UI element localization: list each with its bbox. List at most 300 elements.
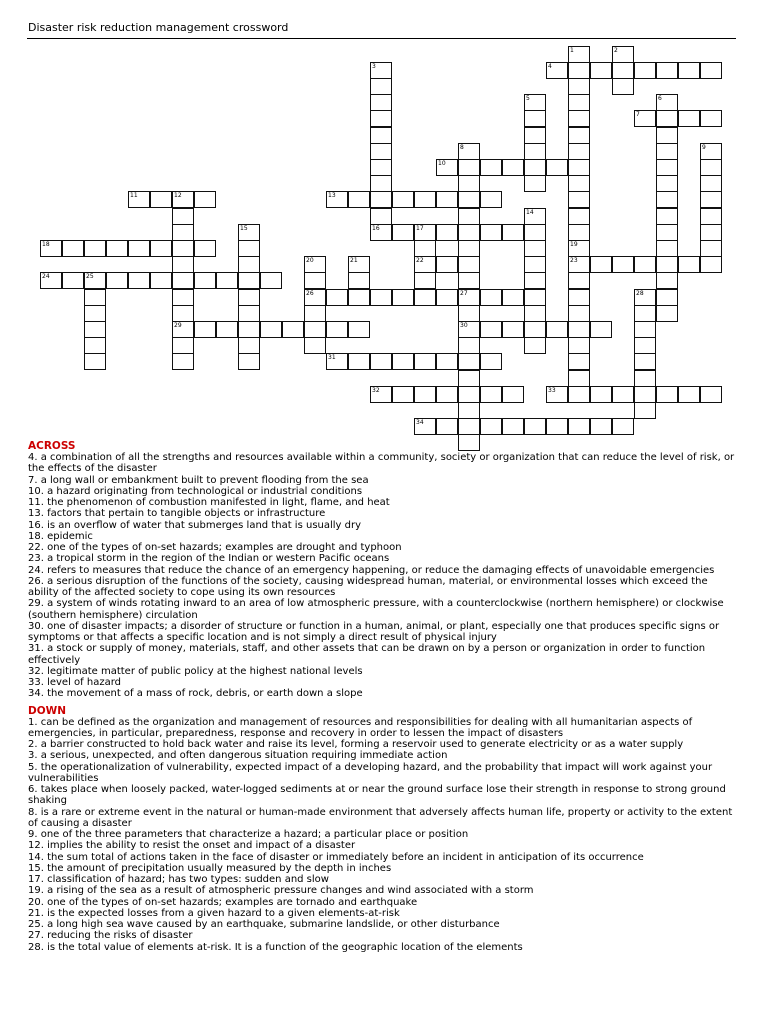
grid-cell[interactable] bbox=[568, 224, 590, 241]
clue-number: 24 bbox=[42, 273, 50, 280]
grid-cell[interactable] bbox=[436, 353, 458, 370]
grid-cell[interactable] bbox=[392, 353, 414, 370]
grid-cell[interactable] bbox=[634, 110, 656, 127]
grid-cell[interactable] bbox=[612, 78, 634, 95]
grid-cell[interactable] bbox=[568, 191, 590, 208]
grid-cell[interactable] bbox=[524, 418, 546, 435]
grid-cell[interactable] bbox=[304, 321, 326, 338]
grid-cell[interactable] bbox=[700, 240, 722, 257]
grid-cell[interactable] bbox=[194, 272, 216, 289]
down-clue: 28. is the total value of elements at-risk. It is a function of the geographic location of the elements bbox=[28, 941, 523, 953]
down-clue: 25. a long high sea wave caused by an earthquake, submarine landslide, or other disturbance bbox=[28, 919, 500, 930]
down-clue: 6. takes place when loosely packed, water-logged sediments at or near the ground surface lose their strength in response to strong ground shaking bbox=[28, 784, 726, 807]
grid-cell[interactable] bbox=[436, 191, 458, 208]
across-clue: 33. level of hazard bbox=[28, 677, 121, 688]
across-clues bbox=[28, 452, 740, 700]
grid-cell[interactable] bbox=[568, 175, 590, 192]
down-clue: 17. classification of hazard; has two types: sudden and slow bbox=[28, 874, 329, 885]
grid-cell[interactable] bbox=[414, 256, 436, 273]
across-clue: 23. a tropical storm in the region of the Indian or western Pacific oceans bbox=[28, 553, 390, 565]
down-clue: 27. reducing the risks of disaster bbox=[28, 930, 193, 942]
clue-number: 30 bbox=[460, 322, 468, 329]
grid-cell[interactable] bbox=[700, 386, 722, 403]
clue-number: 32 bbox=[372, 387, 380, 394]
grid-cell[interactable] bbox=[392, 386, 414, 403]
grid-cell[interactable] bbox=[480, 191, 502, 208]
grid-cell[interactable] bbox=[634, 353, 656, 370]
grid-cell[interactable] bbox=[84, 272, 106, 289]
grid-cell[interactable] bbox=[546, 386, 568, 403]
grid-cell[interactable] bbox=[656, 256, 678, 273]
grid-cell[interactable] bbox=[634, 386, 656, 403]
grid-cell[interactable] bbox=[678, 62, 700, 79]
clue-number: 2 bbox=[614, 47, 618, 54]
grid-cell[interactable] bbox=[128, 272, 150, 289]
grid-cell[interactable] bbox=[458, 305, 480, 322]
grid-cell[interactable] bbox=[480, 386, 502, 403]
grid-cell[interactable] bbox=[348, 321, 370, 338]
clue-number: 22 bbox=[416, 257, 424, 264]
grid-cell[interactable] bbox=[656, 386, 678, 403]
grid-cell[interactable] bbox=[458, 240, 480, 257]
clue-number: 7 bbox=[636, 111, 640, 118]
down-clue: 12. implies the ability to resist the onset and impact of a disaster bbox=[28, 840, 356, 852]
grid-cell[interactable] bbox=[84, 240, 106, 257]
grid-cell[interactable] bbox=[370, 191, 392, 208]
grid-cell[interactable] bbox=[480, 418, 502, 435]
grid-cell[interactable] bbox=[568, 78, 590, 95]
grid-cell[interactable] bbox=[634, 370, 656, 387]
grid-cell[interactable] bbox=[106, 272, 128, 289]
grid-cell[interactable] bbox=[238, 240, 260, 257]
grid-cell[interactable] bbox=[568, 337, 590, 354]
grid-cell[interactable] bbox=[656, 175, 678, 192]
down-clue: 2. a barrier constructed to hold back water and raise its level, forming a reservoir used to generate electricity or as a water supply bbox=[28, 739, 684, 750]
grid-cell[interactable] bbox=[524, 256, 546, 273]
grid-cell[interactable] bbox=[436, 159, 458, 176]
grid-cell[interactable] bbox=[370, 208, 392, 225]
grid-cell[interactable] bbox=[40, 240, 62, 257]
clue-number: 15 bbox=[240, 225, 248, 232]
grid-cell[interactable] bbox=[370, 224, 392, 241]
grid-cell[interactable] bbox=[304, 337, 326, 354]
grid-cell[interactable] bbox=[260, 272, 282, 289]
grid-cell[interactable] bbox=[568, 418, 590, 435]
grid-cell[interactable] bbox=[326, 321, 348, 338]
grid-cell[interactable] bbox=[414, 272, 436, 289]
grid-cell[interactable] bbox=[612, 386, 634, 403]
grid-cell[interactable] bbox=[238, 321, 260, 338]
crossword-grid bbox=[0, 0, 768, 440]
grid-cell[interactable] bbox=[150, 272, 172, 289]
grid-cell[interactable] bbox=[656, 94, 678, 111]
grid-cell[interactable] bbox=[172, 240, 194, 257]
grid-cell[interactable] bbox=[172, 305, 194, 322]
grid-cell[interactable] bbox=[216, 272, 238, 289]
grid-cell[interactable] bbox=[612, 256, 634, 273]
grid-cell[interactable] bbox=[458, 321, 480, 338]
grid-cell[interactable] bbox=[700, 191, 722, 208]
grid-cell[interactable] bbox=[304, 289, 326, 306]
clue-number: 9 bbox=[702, 144, 706, 151]
grid-cell[interactable] bbox=[524, 208, 546, 225]
grid-cell[interactable] bbox=[524, 272, 546, 289]
grid-cell[interactable] bbox=[458, 353, 480, 370]
grid-cell[interactable] bbox=[172, 224, 194, 241]
clue-number: 29 bbox=[174, 322, 182, 329]
grid-cell[interactable] bbox=[458, 418, 480, 435]
grid-cell[interactable] bbox=[172, 353, 194, 370]
clue-number: 34 bbox=[416, 419, 424, 426]
grid-cell[interactable] bbox=[568, 240, 590, 257]
grid-cell[interactable] bbox=[348, 272, 370, 289]
grid-cell[interactable] bbox=[436, 386, 458, 403]
grid-cell[interactable] bbox=[568, 62, 590, 79]
grid-cell[interactable] bbox=[304, 272, 326, 289]
grid-cell[interactable] bbox=[656, 110, 678, 127]
grid-cell[interactable] bbox=[238, 289, 260, 306]
grid-cell[interactable] bbox=[370, 175, 392, 192]
clue-number: 8 bbox=[460, 144, 464, 151]
grid-cell[interactable] bbox=[568, 289, 590, 306]
grid-cell[interactable] bbox=[502, 159, 524, 176]
across-clue: 10. a hazard originating from technological or industrial conditions bbox=[28, 485, 363, 497]
grid-cell[interactable] bbox=[656, 159, 678, 176]
grid-cell[interactable] bbox=[502, 224, 524, 241]
down-clue: 9. one of the three parameters that characterize a hazard; a particular place or position bbox=[28, 829, 469, 840]
grid-cell[interactable] bbox=[524, 110, 546, 127]
grid-cell[interactable] bbox=[304, 305, 326, 322]
clue-number: 25 bbox=[86, 273, 94, 280]
grid-cell[interactable] bbox=[524, 337, 546, 354]
across-clue: 34. the movement of a mass of rock, debris, or earth down a slope bbox=[28, 688, 363, 700]
grid-cell[interactable] bbox=[700, 159, 722, 176]
grid-cell[interactable] bbox=[502, 289, 524, 306]
grid-cell[interactable] bbox=[84, 305, 106, 322]
grid-cell[interactable] bbox=[414, 386, 436, 403]
grid-cell[interactable] bbox=[238, 353, 260, 370]
grid-cell[interactable] bbox=[634, 321, 656, 338]
grid-cell[interactable] bbox=[326, 353, 348, 370]
grid-cell[interactable] bbox=[238, 224, 260, 241]
grid-cell[interactable] bbox=[524, 240, 546, 257]
grid-cell[interactable] bbox=[436, 289, 458, 306]
grid-cell[interactable] bbox=[392, 289, 414, 306]
grid-cell[interactable] bbox=[634, 289, 656, 306]
grid-cell[interactable] bbox=[590, 321, 612, 338]
grid-cell[interactable] bbox=[150, 240, 172, 257]
grid-cell[interactable] bbox=[84, 289, 106, 306]
grid-cell[interactable] bbox=[700, 224, 722, 241]
grid-cell[interactable] bbox=[326, 191, 348, 208]
clue-number: 17 bbox=[416, 225, 424, 232]
grid-cell[interactable] bbox=[84, 321, 106, 338]
down-clue: 19. a rising of the sea as a result of atmospheric pressure changes and wind associated with a storm bbox=[28, 885, 534, 897]
clue-number: 31 bbox=[328, 354, 336, 361]
grid-cell[interactable] bbox=[458, 256, 480, 273]
grid-cell[interactable] bbox=[590, 256, 612, 273]
grid-cell[interactable] bbox=[700, 208, 722, 225]
grid-cell[interactable] bbox=[546, 418, 568, 435]
grid-cell[interactable] bbox=[612, 62, 634, 79]
clue-number: 11 bbox=[130, 192, 138, 199]
across-clue: 26. a serious disruption of the functions of the society, causing widespread human, material, or environmental losses which exceed the ability of the affected society to cope using its own resources bbox=[28, 575, 708, 598]
grid-cell[interactable] bbox=[458, 208, 480, 225]
grid-cell[interactable] bbox=[546, 321, 568, 338]
across-clue: 32. legitimate matter of public policy at the highest national levels bbox=[28, 665, 363, 677]
grid-cell[interactable] bbox=[238, 305, 260, 322]
across-heading: ACROSS bbox=[28, 440, 76, 452]
grid-cell[interactable] bbox=[260, 321, 282, 338]
down-clues bbox=[28, 717, 740, 953]
grid-cell[interactable] bbox=[238, 337, 260, 354]
grid-cell[interactable] bbox=[568, 110, 590, 127]
grid-cell[interactable] bbox=[700, 175, 722, 192]
across-clue: 18. epidemic bbox=[28, 530, 93, 542]
grid-cell[interactable] bbox=[414, 418, 436, 435]
clue-number: 3 bbox=[372, 63, 376, 70]
grid-cell[interactable] bbox=[458, 159, 480, 176]
grid-cell[interactable] bbox=[524, 159, 546, 176]
across-clue: 30. one of disaster impacts; a disorder of structure or function in a human, animal, or plant, especially one that produces specific signs or symptoms or that affects a specific location and is not simply a direct result of physical injury bbox=[28, 620, 720, 643]
grid-cell[interactable] bbox=[590, 418, 612, 435]
grid-cell[interactable] bbox=[128, 240, 150, 257]
clue-list bbox=[28, 440, 740, 953]
grid-cell[interactable] bbox=[568, 321, 590, 338]
grid-cell[interactable] bbox=[172, 272, 194, 289]
down-clue: 14. the sum total of actions taken in the face of disaster or immediately before an incident in anticipation of its occurrence bbox=[28, 851, 644, 863]
grid-cell[interactable] bbox=[524, 143, 546, 160]
down-clue: 5. the operationalization of vulnerability, expected impact of a developing hazard, and the probability that impact will work against your vulnerabilities bbox=[28, 761, 713, 784]
grid-cell[interactable] bbox=[370, 289, 392, 306]
grid-cell[interactable] bbox=[480, 289, 502, 306]
grid-cell[interactable] bbox=[458, 289, 480, 306]
grid-cell[interactable] bbox=[524, 321, 546, 338]
clue-number: 27 bbox=[460, 290, 468, 297]
grid-cell[interactable] bbox=[414, 289, 436, 306]
grid-cell[interactable] bbox=[458, 272, 480, 289]
grid-cell[interactable] bbox=[194, 191, 216, 208]
grid-cell[interactable] bbox=[678, 386, 700, 403]
clue-number: 23 bbox=[570, 257, 578, 264]
grid-cell[interactable] bbox=[568, 159, 590, 176]
grid-cell[interactable] bbox=[436, 224, 458, 241]
grid-cell[interactable] bbox=[480, 321, 502, 338]
page-title: Disaster risk reduction management crossword bbox=[28, 21, 289, 34]
grid-cell[interactable] bbox=[414, 353, 436, 370]
grid-cell[interactable] bbox=[458, 175, 480, 192]
grid-cell[interactable] bbox=[370, 62, 392, 79]
grid-cell[interactable] bbox=[458, 386, 480, 403]
grid-cell[interactable] bbox=[634, 256, 656, 273]
clue-number: 1 bbox=[570, 47, 574, 54]
grid-cell[interactable] bbox=[348, 256, 370, 273]
grid-cell[interactable] bbox=[656, 143, 678, 160]
down-clue: 3. a serious, unexpected, and often dangerous situation requiring immediate action bbox=[28, 750, 448, 762]
grid-cell[interactable] bbox=[612, 418, 634, 435]
clue-number: 28 bbox=[636, 290, 644, 297]
grid-cell[interactable] bbox=[304, 256, 326, 273]
grid-cell[interactable] bbox=[634, 305, 656, 322]
grid-cell[interactable] bbox=[216, 321, 238, 338]
grid-cell[interactable] bbox=[84, 353, 106, 370]
grid-cell[interactable] bbox=[656, 305, 678, 322]
grid-cell[interactable] bbox=[392, 191, 414, 208]
grid-cell[interactable] bbox=[282, 321, 304, 338]
grid-cell[interactable] bbox=[656, 208, 678, 225]
clue-number: 20 bbox=[306, 257, 314, 264]
grid-cell[interactable] bbox=[436, 418, 458, 435]
grid-cell[interactable] bbox=[524, 127, 546, 144]
clue-number: 12 bbox=[174, 192, 182, 199]
across-clue: 29. a system of winds rotating inward to an area of low atmospheric pressure, with a counterclockwise (northern hemisphere) or clockwise (southern hemisphere) circulation bbox=[28, 598, 724, 621]
grid-cell[interactable] bbox=[458, 402, 480, 419]
grid-cell[interactable] bbox=[348, 353, 370, 370]
clue-number: 21 bbox=[350, 257, 358, 264]
grid-cell[interactable] bbox=[194, 240, 216, 257]
grid-cell[interactable] bbox=[568, 256, 590, 273]
grid-cell[interactable] bbox=[656, 224, 678, 241]
grid-cell[interactable] bbox=[634, 402, 656, 419]
grid-cell[interactable] bbox=[590, 386, 612, 403]
clue-number: 18 bbox=[42, 241, 50, 248]
grid-cell[interactable] bbox=[568, 94, 590, 111]
grid-cell[interactable] bbox=[238, 256, 260, 273]
grid-cell[interactable] bbox=[524, 289, 546, 306]
clue-number: 4 bbox=[548, 63, 552, 70]
grid-cell[interactable] bbox=[568, 370, 590, 387]
grid-cell[interactable] bbox=[568, 143, 590, 160]
grid-cell[interactable] bbox=[40, 272, 62, 289]
grid-cell[interactable] bbox=[546, 62, 568, 79]
grid-cell[interactable] bbox=[172, 289, 194, 306]
grid-cell[interactable] bbox=[172, 256, 194, 273]
grid-cell[interactable] bbox=[656, 289, 678, 306]
clue-number: 14 bbox=[526, 209, 534, 216]
grid-cell[interactable] bbox=[480, 224, 502, 241]
grid-cell[interactable] bbox=[524, 305, 546, 322]
grid-cell[interactable] bbox=[634, 337, 656, 354]
grid-cell[interactable] bbox=[348, 289, 370, 306]
grid-cell[interactable] bbox=[700, 110, 722, 127]
down-clue: 1. can be defined as the organization and management of resources and responsibilities for dealing with all humanitarian aspects of emergencies, in particular, preparedness, response and recovery in order to lessen the impact of disasters bbox=[28, 716, 693, 739]
grid-cell[interactable] bbox=[172, 321, 194, 338]
grid-cell[interactable] bbox=[656, 127, 678, 144]
grid-cell[interactable] bbox=[634, 62, 656, 79]
clue-number: 5 bbox=[526, 95, 530, 102]
grid-cell[interactable] bbox=[656, 240, 678, 257]
clue-number: 33 bbox=[548, 387, 556, 394]
grid-cell[interactable] bbox=[348, 191, 370, 208]
down-clue: 20. one of the types of on-set hazards; examples are tornado and earthquake bbox=[28, 896, 418, 908]
grid-cell[interactable] bbox=[62, 272, 84, 289]
grid-cell[interactable] bbox=[458, 337, 480, 354]
across-clue: 31. a stock or supply of money, materials, staff, and other assets that can be drawn on by a person or organization in order to function effectively bbox=[28, 643, 706, 666]
grid-cell[interactable] bbox=[568, 272, 590, 289]
grid-cell[interactable] bbox=[172, 337, 194, 354]
grid-cell[interactable] bbox=[370, 94, 392, 111]
grid-cell[interactable] bbox=[326, 289, 348, 306]
grid-cell[interactable] bbox=[370, 386, 392, 403]
clue-number: 19 bbox=[570, 241, 578, 248]
grid-cell[interactable] bbox=[194, 321, 216, 338]
grid-cell[interactable] bbox=[568, 46, 590, 63]
grid-cell[interactable] bbox=[700, 256, 722, 273]
down-clue: 15. the amount of precipitation usually measured by the depth in inches bbox=[28, 862, 392, 874]
grid-cell[interactable] bbox=[524, 94, 546, 111]
grid-cell[interactable] bbox=[414, 191, 436, 208]
grid-cell[interactable] bbox=[480, 159, 502, 176]
grid-cell[interactable] bbox=[458, 191, 480, 208]
grid-cell[interactable] bbox=[656, 272, 678, 289]
across-clue: 7. a long wall or embankment built to prevent flooding from the sea bbox=[28, 474, 369, 486]
across-clue: 4. a combination of all the strengths and resources available within a community, society or organization that can reduce the level of risk, or the effects of the disaster bbox=[28, 452, 735, 475]
grid-cell[interactable] bbox=[392, 224, 414, 241]
grid-cell[interactable] bbox=[128, 191, 150, 208]
clue-number: 16 bbox=[372, 225, 380, 232]
grid-cell[interactable] bbox=[656, 62, 678, 79]
across-clue: 24. refers to measures that reduce the chance of an emergency happening, or reduce the damaging effects of unavoidable emergencies bbox=[28, 564, 715, 576]
grid-cell[interactable] bbox=[414, 224, 436, 241]
grid-cell[interactable] bbox=[238, 272, 260, 289]
grid-cell[interactable] bbox=[502, 386, 524, 403]
grid-cell[interactable] bbox=[568, 127, 590, 144]
grid-cell[interactable] bbox=[502, 321, 524, 338]
across-clue: 22. one of the types of on-set hazards; examples are drought and typhoon bbox=[28, 542, 402, 553]
grid-cell[interactable] bbox=[172, 208, 194, 225]
grid-cell[interactable] bbox=[678, 256, 700, 273]
grid-cell[interactable] bbox=[568, 305, 590, 322]
grid-cell[interactable] bbox=[590, 62, 612, 79]
across-clue: 11. the phenomenon of combustion manifested in light, flame, and heat bbox=[28, 497, 390, 508]
grid-cell[interactable] bbox=[568, 353, 590, 370]
grid-cell[interactable] bbox=[414, 240, 436, 257]
grid-cell[interactable] bbox=[524, 224, 546, 241]
grid-cell[interactable] bbox=[172, 191, 194, 208]
grid-cell[interactable] bbox=[106, 240, 128, 257]
grid-cell[interactable] bbox=[458, 143, 480, 160]
grid-cell[interactable] bbox=[370, 143, 392, 160]
down-heading: DOWN bbox=[28, 704, 67, 717]
clue-number: 6 bbox=[658, 95, 662, 102]
grid-cell[interactable] bbox=[370, 110, 392, 127]
grid-cell[interactable] bbox=[700, 143, 722, 160]
clue-number: 13 bbox=[328, 192, 336, 199]
grid-cell[interactable] bbox=[678, 110, 700, 127]
grid-cell[interactable] bbox=[150, 191, 172, 208]
grid-cell[interactable] bbox=[370, 353, 392, 370]
grid-cell[interactable] bbox=[370, 127, 392, 144]
grid-cell[interactable] bbox=[502, 418, 524, 435]
grid-cell[interactable] bbox=[370, 78, 392, 95]
grid-cell[interactable] bbox=[370, 159, 392, 176]
grid-cell[interactable] bbox=[568, 386, 590, 403]
grid-cell[interactable] bbox=[700, 62, 722, 79]
clue-number: 10 bbox=[438, 160, 446, 167]
grid-cell[interactable] bbox=[612, 46, 634, 63]
grid-cell[interactable] bbox=[656, 191, 678, 208]
grid-cell[interactable] bbox=[546, 159, 568, 176]
grid-cell[interactable] bbox=[524, 175, 546, 192]
grid-cell[interactable] bbox=[568, 208, 590, 225]
across-clue: 13. factors that pertain to tangible objects or infrastructure bbox=[28, 508, 326, 520]
grid-cell[interactable] bbox=[84, 337, 106, 354]
grid-cell[interactable] bbox=[458, 224, 480, 241]
grid-cell[interactable] bbox=[436, 256, 458, 273]
grid-cell[interactable] bbox=[480, 353, 502, 370]
grid-cell[interactable] bbox=[458, 370, 480, 387]
grid-cell[interactable] bbox=[62, 240, 84, 257]
